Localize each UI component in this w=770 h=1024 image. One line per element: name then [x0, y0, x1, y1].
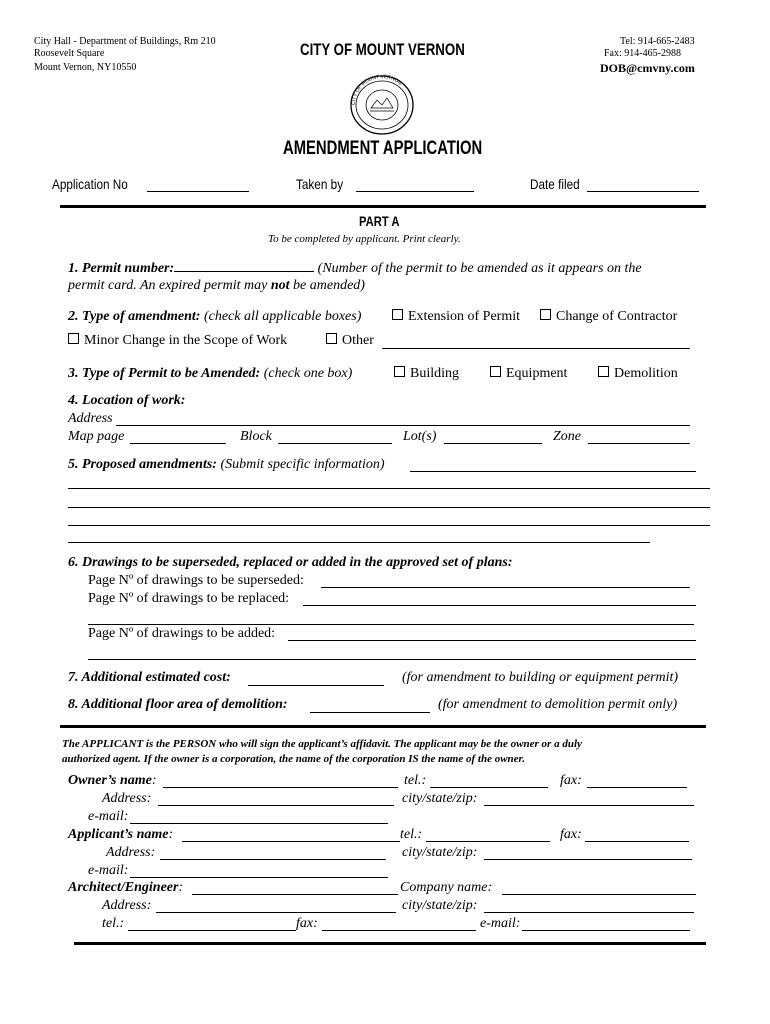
applicant-tel-field[interactable] — [426, 841, 550, 842]
zone-field[interactable] — [588, 443, 690, 444]
map-page-label: Map page — [68, 429, 125, 444]
added-field[interactable] — [288, 640, 696, 641]
q6-label: 6. Drawings to be superseded, replaced or added in the approved set of plans: — [68, 555, 513, 570]
applicant-note-line2: authorized agent. If the owner is a corporation, the name of the corporation IS the name of the owner. — [62, 753, 525, 765]
applicant-tel-label: tel.: — [400, 827, 423, 842]
estimated-cost-field[interactable] — [248, 685, 384, 686]
form-title: AMENDMENT APPLICATION — [283, 138, 483, 159]
architect-city-field[interactable] — [484, 912, 694, 913]
replaced-field-line2[interactable] — [88, 624, 694, 625]
q3-row — [68, 366, 352, 382]
q1-label: 1. Permit number: — [68, 261, 175, 276]
architect-fax-field[interactable] — [322, 930, 476, 931]
architect-email-label: e-mail: — [480, 916, 521, 931]
owner-fax-field[interactable] — [587, 787, 687, 788]
superseded-field[interactable] — [321, 587, 690, 588]
taken-by-field[interactable] — [356, 191, 474, 192]
equipment-checkbox[interactable] — [490, 366, 501, 377]
amendments-field-line1[interactable] — [410, 471, 696, 472]
replaced-label: Page Nº of drawings to be replaced: — [88, 591, 290, 606]
q5-row — [68, 457, 385, 473]
divider-top — [60, 205, 706, 208]
amendments-field-line4[interactable] — [68, 525, 710, 526]
q5-hint: (Submit specific information) — [220, 457, 385, 472]
architect-company-label: Company name: — [400, 880, 493, 895]
date-filed-field[interactable] — [587, 191, 699, 192]
applicant-fax-field[interactable] — [585, 841, 689, 842]
amendments-field-line3[interactable] — [68, 507, 710, 508]
applicant-fax-label: fax: — [560, 827, 582, 842]
other-field[interactable] — [382, 348, 690, 349]
q8-note: (for amendment to demolition permit only) — [438, 697, 678, 712]
added-label: Page Nº of drawings to be added: — [88, 626, 276, 641]
equipment-option[interactable]: Equipment — [490, 366, 567, 382]
divider-middle — [60, 725, 706, 728]
building-option[interactable]: Building — [394, 366, 459, 382]
owner-address-label: Address: — [102, 791, 152, 806]
extension-checkbox[interactable] — [392, 309, 403, 320]
city-seal-logo — [341, 74, 423, 136]
demolition-option[interactable]: Demolition — [598, 366, 678, 382]
architect-address-field[interactable] — [156, 912, 396, 913]
taken-by-label: Taken by — [296, 176, 344, 192]
q1-note-line2: permit card. An expired permit may not be amended) — [68, 278, 365, 293]
address-label: Address — [68, 411, 113, 426]
q7-note: (for amendment to building or equipment permit) — [402, 670, 679, 685]
q1-row — [68, 259, 642, 277]
header-email: DOB@cmvny.com — [600, 61, 695, 75]
contractor-checkbox[interactable] — [540, 309, 551, 320]
location-address-field[interactable] — [116, 425, 690, 426]
divider-bottom — [74, 942, 706, 945]
permit-number-field[interactable] — [174, 259, 314, 272]
q3-hint: (check one box) — [263, 366, 353, 381]
owner-tel-label: tel.: — [404, 773, 427, 788]
architect-fax-label: fax: — [296, 916, 318, 931]
other-option[interactable]: Other — [326, 333, 374, 349]
architect-email-field[interactable] — [522, 930, 690, 931]
part-a-title: PART A — [359, 213, 400, 229]
other-checkbox[interactable] — [326, 333, 337, 344]
lots-field[interactable] — [444, 443, 542, 444]
architect-city-label: city/state/zip: — [402, 898, 478, 913]
replaced-field[interactable] — [303, 605, 696, 606]
header-tel: Tel: 914-665-2483 — [620, 36, 695, 47]
minor-change-option[interactable]: Minor Change in the Scope of Work — [68, 333, 287, 349]
header-address-line2: Roosevelt Square — [34, 48, 105, 59]
owner-email-label: e-mail: — [88, 809, 129, 824]
part-a-subtitle: To be completed by applicant. Print clearly. — [268, 233, 461, 245]
q5-label: 5. Proposed amendments: — [68, 457, 217, 472]
q3-label: 3. Type of Permit to be Amended: — [68, 366, 261, 381]
applicant-email-field[interactable] — [130, 877, 388, 878]
architect-tel-field[interactable] — [128, 930, 296, 931]
architect-company-field[interactable] — [502, 894, 696, 895]
application-no-label: Application No — [52, 176, 128, 192]
owner-city-field[interactable] — [484, 805, 694, 806]
q7-label: 7. Additional estimated cost: — [68, 670, 231, 685]
q2-hint: (check all applicable boxes) — [203, 309, 362, 324]
change-of-contractor-option[interactable]: Change of Contractor — [540, 309, 677, 325]
owner-address-field[interactable] — [158, 805, 394, 806]
zone-label: Zone — [553, 429, 581, 444]
applicant-city-label: city/state/zip: — [402, 845, 478, 860]
lots-label: Lot(s) — [403, 429, 437, 444]
added-field-line2[interactable] — [88, 659, 696, 660]
owner-name-field[interactable] — [163, 787, 398, 788]
owner-city-label: city/state/zip: — [402, 791, 478, 806]
map-page-field[interactable] — [130, 443, 226, 444]
minor-change-checkbox[interactable] — [68, 333, 79, 344]
applicant-city-field[interactable] — [484, 859, 692, 860]
date-filed-label: Date filed — [530, 176, 580, 192]
header-fax: Fax: 914-465-2988 — [604, 48, 681, 59]
q2-label: 2. Type of amendment: — [68, 309, 201, 324]
svg-text:CITY OF MOUNT VERNON: CITY OF MOUNT VERNON — [350, 74, 403, 106]
block-field[interactable] — [278, 443, 392, 444]
amendments-field-line5[interactable] — [68, 542, 650, 543]
applicant-email-label: e-mail: — [88, 863, 129, 878]
applicant-address-field[interactable] — [160, 859, 386, 860]
extension-of-permit-option[interactable]: Extension of Permit — [392, 309, 520, 325]
applicant-name-field[interactable] — [182, 841, 400, 842]
architect-address-label: Address: — [102, 898, 152, 913]
application-no-field[interactable] — [147, 191, 249, 192]
q1-note-a: (Number of the permit to be amended as it appears on the — [317, 261, 642, 276]
amendments-field-line2[interactable] — [68, 488, 710, 489]
owner-tel-field[interactable] — [430, 787, 548, 788]
applicant-name-label: Applicant’s name: — [68, 827, 174, 842]
q4-label: 4. Location of work: — [68, 393, 186, 408]
owner-email-field[interactable] — [130, 823, 388, 824]
demolition-area-field[interactable] — [310, 712, 430, 713]
q2-row — [68, 309, 361, 325]
applicant-note-line1: The APPLICANT is the PERSON who will sign the applicant’s affidavit. The applicant may be the owner or a duly — [62, 738, 582, 750]
header-address-line1: City Hall - Department of Buildings, Rm 210 — [34, 36, 216, 47]
demolition-checkbox[interactable] — [598, 366, 609, 377]
superseded-label: Page Nº of drawings to be superseded: — [88, 573, 304, 588]
architect-tel-label: tel.: — [102, 916, 125, 931]
architect-name-field[interactable] — [192, 894, 398, 895]
city-title: CITY OF MOUNT VERNON — [300, 40, 465, 59]
architect-name-label: Architect/Engineer: — [68, 880, 184, 895]
q8-label: 8. Additional floor area of demolition: — [68, 697, 288, 712]
header-address-line3: Mount Vernon, NY10550 — [34, 62, 137, 73]
owner-name-label: Owner’s name: — [68, 773, 157, 788]
applicant-address-label: Address: — [106, 845, 156, 860]
owner-fax-label: fax: — [560, 773, 582, 788]
building-checkbox[interactable] — [394, 366, 405, 377]
block-label: Block — [240, 429, 272, 444]
